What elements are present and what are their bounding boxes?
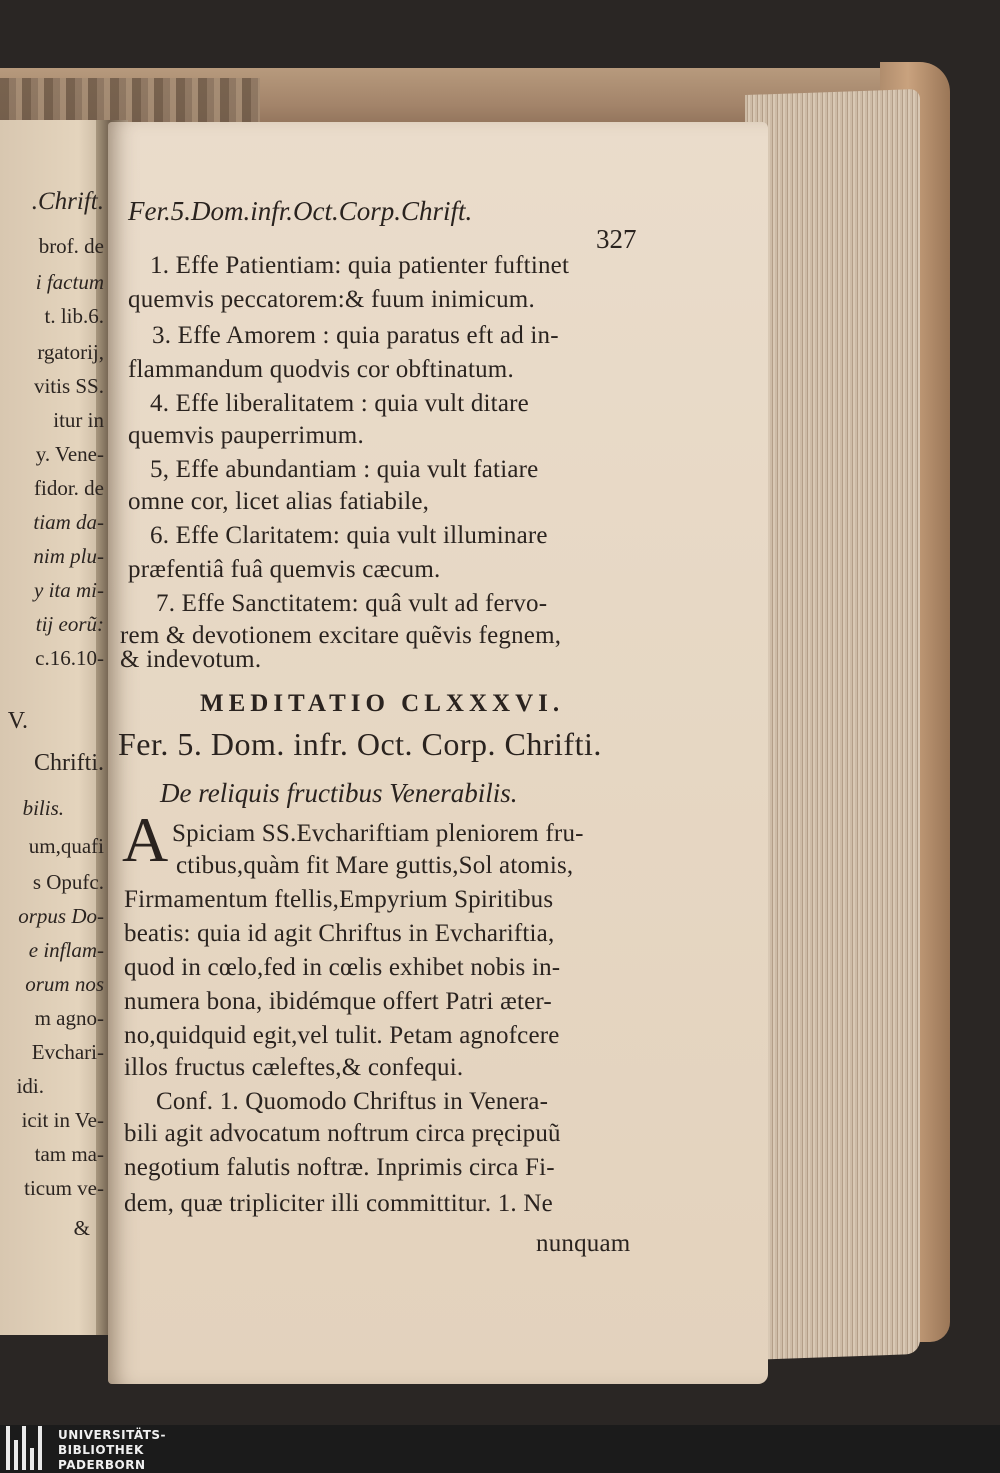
library-logo-line1: UNIVERSITÄTS- [58, 1428, 167, 1442]
left-line: vitis SS. [33, 374, 104, 398]
text-line: 1. Effe Patientiam: quia patienter fuftinet [150, 252, 570, 279]
left-line: idi. [16, 1074, 44, 1098]
left-line: tam ma- [34, 1142, 104, 1166]
page-block-edges [745, 89, 920, 1360]
library-logo-icon [4, 1426, 48, 1470]
text-line: 4. Effe liberalitatem : quia vult ditare [150, 390, 529, 417]
text-line: quemvis pauperrimum. [128, 422, 364, 449]
left-line: nim plu- [33, 544, 104, 568]
text-line: no,quidquid egit,vel tulit. Petam agnofcere [124, 1022, 560, 1049]
left-line: um,quafi [28, 834, 104, 858]
text-line: Firmamentum ftellis,Empyrium Spiritibus [124, 886, 554, 913]
text-line: 7. Effe Sanctitatem: quâ vult ad fervo- [156, 590, 548, 617]
text-line: præfentiâ fuâ quemvis cæcum. [128, 556, 441, 583]
drop-cap: A [122, 804, 169, 875]
text-line: bili agit advocatum noftrum circa pręcipuũ [124, 1120, 561, 1147]
left-line: c.16.10- [35, 646, 104, 670]
text-line: flammandum quodvis cor obftinatum. [128, 356, 514, 383]
library-logo-line3: PADERBORN [58, 1458, 146, 1472]
left-line: y. Vene- [35, 442, 104, 466]
left-line: bilis. [22, 796, 64, 820]
meditatio-subheading: De reliquis fructibus Venerabilis. [160, 778, 518, 808]
text-line: illos fructus cæleftes,& confequi. [124, 1054, 464, 1081]
left-line: itur in [53, 408, 104, 432]
text-line: dem, quæ tripliciter illi committitur. 1. Ne [124, 1190, 553, 1217]
left-line: .Chrift. [31, 188, 104, 215]
text-line: 6. Effe Claritatem: quia vult illuminare [150, 522, 548, 549]
left-line: i factum [35, 270, 104, 294]
left-line: orpus Do- [18, 904, 104, 928]
text-line: rem & devotionem excitare quẽvis fegnem, [120, 622, 562, 649]
text-line: quod in cœlo,fed in cœlis exhibet nobis in- [124, 954, 561, 981]
left-line: & [73, 1216, 90, 1240]
text-line: beatis: quia id agit Chriftus in Evchariftia, [124, 920, 555, 947]
left-line: m agno- [34, 1006, 104, 1030]
left-line: e inflam- [28, 938, 104, 962]
text-line: 5, Effe abundantiam : quia vult fatiare [150, 456, 539, 483]
left-line: s Opufc. [32, 870, 104, 894]
text-line: Conf. 1. Quomodo Chriftus in Venera- [156, 1088, 549, 1115]
catchword: nunquam [536, 1230, 631, 1257]
left-line: tiam da- [33, 510, 104, 534]
binding-strip [0, 78, 260, 122]
meditatio-title: MEDITATIO CLXXXVI. [200, 690, 565, 717]
page-number: 327 [596, 224, 637, 254]
text-line: quemvis peccatorem:& fuum inimicum. [128, 286, 535, 313]
text-line: & indevotum. [120, 646, 262, 673]
text-line: numera bona, ibidémque offert Patri æter- [124, 988, 552, 1015]
left-line: fidor. de [34, 476, 104, 500]
library-logo-line2: BIBLIOTHEK [58, 1443, 144, 1457]
running-head: Fer.5.Dom.infr.Oct.Corp.Chrift. [128, 196, 473, 226]
left-line: orum nos [25, 972, 104, 996]
left-line: y ita mi- [34, 578, 104, 602]
text-line: Spiciam SS.Evchariftiam pleniorem fru- [172, 820, 584, 847]
left-line: icit in Ve- [21, 1108, 104, 1132]
left-line: rgatorij, [37, 340, 104, 364]
text-line: 3. Effe Amorem : quia paratus eft ad in- [152, 322, 559, 349]
text-line: ctibus,quàm fit Mare guttis,Sol atomis, [176, 852, 574, 879]
left-line: ticum ve- [24, 1176, 104, 1200]
meditatio-heading: Fer. 5. Dom. infr. Oct. Corp. Chrifti. [118, 726, 602, 762]
left-line: brof. de [38, 234, 104, 258]
text-line: omne cor, licet alias fatiabile, [128, 488, 430, 515]
left-line: V. [7, 708, 28, 734]
left-line: Chrifti. [34, 750, 104, 776]
text-line: negotium falutis noftræ. Inprimis circa Fi- [124, 1154, 555, 1181]
left-line: t. lib.6. [44, 304, 104, 328]
left-line: tij eorũ: [35, 612, 104, 636]
left-line: Evchari- [31, 1040, 104, 1064]
